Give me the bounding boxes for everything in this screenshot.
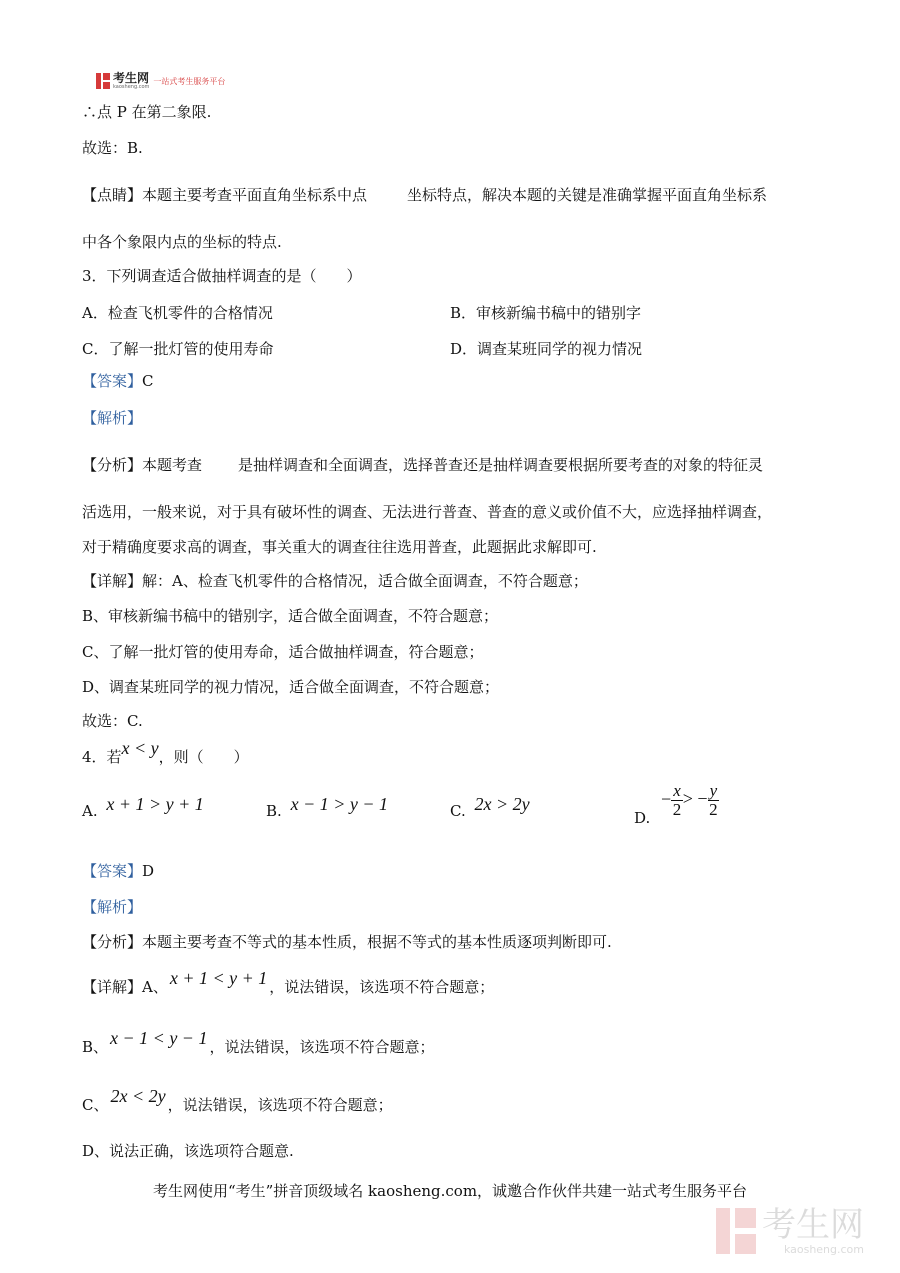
q4-option-a [82, 794, 204, 821]
q2-choose: 故选：B. [82, 139, 143, 157]
q3-option-b: B．审核新编书稿中的错别字 [450, 304, 642, 322]
fenxi-tag: 【分析】 [82, 456, 143, 474]
q4-detail-b [82, 1028, 435, 1057]
q2-conclusion: ∴点 P 在第二象限. [82, 103, 212, 121]
q3-fenxi-cont-1: 活选用，一般来说，对于具有破坏性的调查、无法进行普查、普查的意义或价值不大，应选择抽样调查， [82, 503, 773, 521]
q4-fenxi-tag: 【分析】 [82, 933, 143, 951]
logo-url: kaosheng.com [113, 84, 150, 90]
q4-option-c-math: 2x > 2y [474, 794, 530, 814]
q3-option-a: A．检查飞机零件的合格情况 [82, 304, 273, 322]
q4-detail-c [82, 1086, 393, 1115]
q3-detail-3: C、了解一批灯管的使用寿命，适合做抽样调查，符合题意； [82, 643, 484, 661]
note-tag: 【点睛】 [82, 186, 143, 204]
q4-detail-a-prefix: A、 [142, 978, 168, 996]
q4-option-c-label: C. [450, 802, 466, 820]
logo-brand: 考生网 [113, 71, 150, 85]
q4-detail-c-prefix: C、 [82, 1096, 109, 1114]
frac-y-num: y [709, 781, 718, 800]
header-logo [96, 72, 225, 90]
q3-option-d: D．调查某班同学的视力情况 [450, 340, 643, 358]
q4-detail-c-math: 2x < 2y [110, 1086, 166, 1106]
q3-option-c: C．了解一批灯管的使用寿命 [82, 340, 274, 358]
logo-icon [96, 73, 110, 89]
q4-option-d-minus: − [661, 788, 672, 809]
q4-option-c [450, 794, 530, 821]
q3-detail-1 [82, 571, 588, 591]
q4-answer [82, 861, 154, 881]
fenxi-text-b: 是抽样调查和全面调查，选择普查还是抽样调查要根据所要考查的对象的特征灵 [238, 456, 764, 474]
q4-fenxi-text: 本题主要考查不等式的基本性质，根据不等式的基本性质逐项判断即可. [142, 933, 612, 951]
watermark-url: kaosheng.com [783, 1243, 864, 1256]
watermark-name: 考生网 [762, 1205, 864, 1245]
q4-option-d-gt: > − [682, 788, 708, 809]
q4-option-d-frac-x [671, 782, 683, 819]
q4-detail-a-math: x + 1 < y + 1 [169, 968, 268, 988]
q4-option-b [266, 794, 388, 821]
q4-detail-b-suffix: ，说法错误，该选项不符合题意； [209, 1038, 435, 1056]
q4-detail-tag: 【详解】 [82, 978, 143, 996]
q4-answer-tag: 【答案】 [82, 862, 143, 880]
q3-choose: 故选：C. [82, 712, 143, 730]
q4-detail-d: D、说法正确，该选项符合题意. [82, 1142, 294, 1160]
q3-detail-2: B、审核新编书稿中的错别字，适合做全面调查，不符合题意； [82, 607, 499, 625]
q2-note [82, 185, 767, 205]
q3-detail-4: D、调查某班同学的视力情况，适合做全面调查，不符合题意； [82, 678, 500, 696]
q4-detail-a [82, 968, 495, 997]
q4-analysis-tag: 【解析】 [82, 898, 143, 916]
answer-value: C [142, 372, 154, 390]
q4-stem-suffix: ，则（ ） [158, 748, 249, 766]
q2-note-cont: 中各个象限内点的坐标的特点. [82, 233, 282, 251]
q4-option-a-math: x + 1 > y + 1 [106, 794, 204, 814]
q4-stem-prefix: 4．若 [82, 748, 122, 766]
q4-option-a-label: A. [82, 802, 98, 820]
q3-answer [82, 371, 154, 391]
q4-stem-math: x < y [121, 738, 159, 758]
q3-analysis-tag: 【解析】 [82, 409, 143, 427]
q4-detail-a-suffix: ，说法错误，该选项不符合题意； [269, 978, 495, 996]
watermark-logo [716, 1206, 864, 1256]
q4-fenxi [82, 932, 612, 952]
watermark-icon [716, 1208, 756, 1254]
note-text-b: 坐标特点，解决本题的关键是准确掌握平面直角坐标系 [407, 186, 768, 204]
q4-option-d-frac-y [708, 782, 720, 819]
fenxi-text-a: 本题考查 [142, 456, 203, 474]
q4-detail-c-suffix: ，说法错误，该选项不符合题意； [167, 1096, 393, 1114]
detail-tag: 【详解】 [82, 572, 143, 590]
q4-detail-b-math: x − 1 < y − 1 [110, 1028, 208, 1048]
q3-fenxi-cont-2: 对于精确度要求高的调查，事关重大的调查往往选用普查，此题据此求解即可. [82, 538, 597, 556]
frac-x-num: x [673, 781, 681, 800]
note-text-a: 本题主要考查平面直角坐标系中点 [142, 186, 368, 204]
q4-option-d-label: D. [634, 808, 651, 827]
logo-slogan: 一站式考生服务平台 [153, 76, 226, 86]
answer-tag: 【答案】 [82, 372, 143, 390]
q4-option-b-math: x − 1 > y − 1 [290, 794, 388, 814]
q4-answer-value: D [142, 862, 155, 880]
q3-fenxi [82, 455, 763, 475]
page-footer: 考生网使用“考生”拼音顶级域名 kaosheng.com，诚邀合作伙伴共建一站式考生服务平台 [152, 1182, 748, 1200]
q3-stem: 3．下列调查适合做抽样调查的是（ ） [82, 267, 362, 285]
q4-option-b-label: B. [266, 802, 282, 820]
q4-option-d [634, 781, 719, 827]
q4-stem [82, 738, 249, 767]
q4-detail-b-prefix: B、 [82, 1038, 109, 1056]
frac-x-den: 2 [672, 800, 682, 819]
frac-y-den: 2 [709, 800, 718, 819]
detail-text: 解：A、检查飞机零件的合格情况，适合做全面调查，不符合题意； [142, 572, 588, 590]
